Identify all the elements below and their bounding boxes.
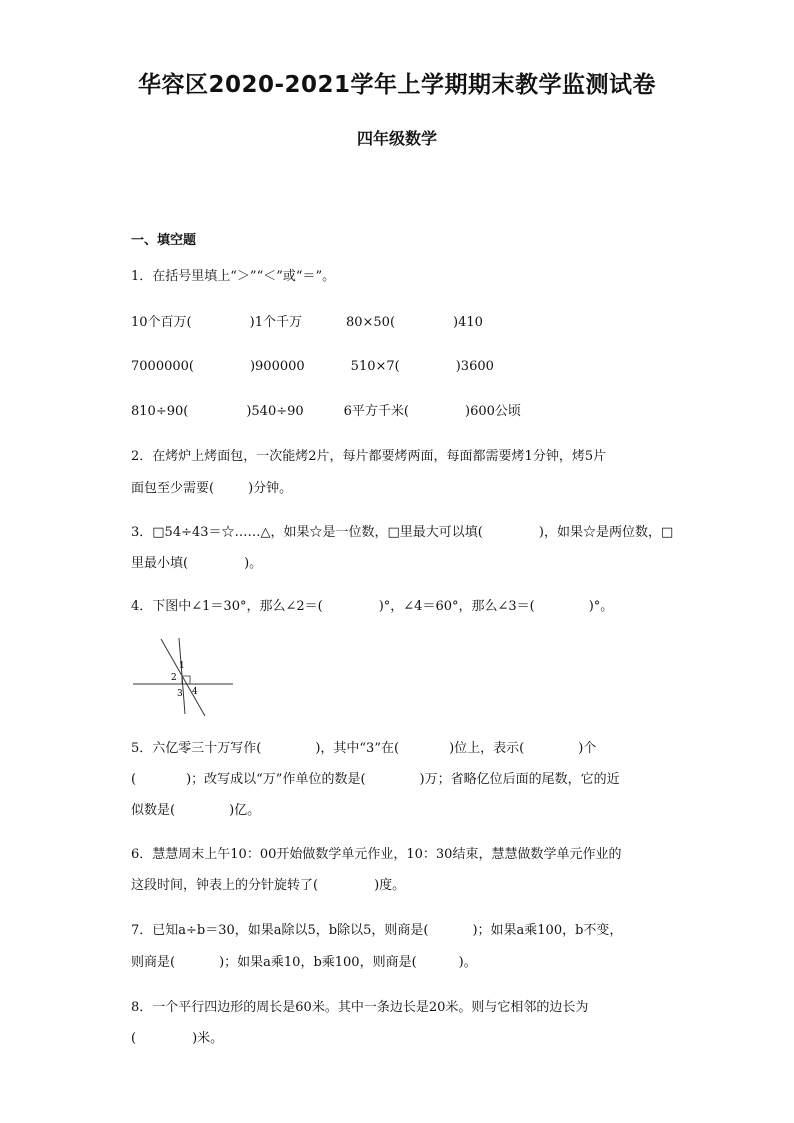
q7-line-1 xyxy=(131,922,622,940)
q7-text-d: )；如果a乘10，b乘100，则商是( xyxy=(219,955,417,970)
q5-text-f: )；改写成以“万”作单位的数是( xyxy=(186,772,366,787)
q1-r3-left-end: )540÷90 xyxy=(246,404,304,419)
q5-line-1 xyxy=(131,740,596,758)
q4-text-b: )°，∠4＝60°，那么∠3＝( xyxy=(378,599,535,614)
q7-text-a: 7．已知a÷b＝30，如果a除以5，b除以5，则商是( xyxy=(131,923,429,938)
q7-line-2 xyxy=(131,954,477,972)
q7-text-c: 则商是( xyxy=(131,955,176,970)
q3-text-b: )，如果☆是两位数，□ xyxy=(538,525,674,540)
q3-line-1 xyxy=(131,524,673,542)
q3-line-2 xyxy=(131,555,262,573)
q7-text-e: )。 xyxy=(458,955,477,970)
angle-label-3: 3 xyxy=(177,689,183,699)
q5-text-e: ( xyxy=(131,772,137,787)
q1-r2-right: 510×7( xyxy=(350,359,400,374)
q1-r3-right: 6平方千米( xyxy=(343,404,409,419)
angle-label-1: 1 xyxy=(179,661,185,671)
q1-row-2 xyxy=(131,358,494,376)
q4-text-a: 4．下图中∠1＝30°，那么∠2＝( xyxy=(131,599,323,614)
q5-text-a: 5．六亿零三十万写作( xyxy=(131,741,262,756)
q1-prompt: 1．在括号里填上“＞”“＜”或“＝”。 xyxy=(131,269,336,284)
q5-text-h: 似数是( xyxy=(131,803,176,818)
q3-text-a: 3．□54÷43＝☆……△，如果☆是一位数，□里最大可以填( xyxy=(131,525,483,540)
q5-line-2 xyxy=(131,771,620,789)
q7-text-b: )；如果a乘100，b不变， xyxy=(472,923,623,938)
q6-line-1: 6．慧慧周末上午10：00开始做数学单元作业，10：30结束，慧慧做数学单元作业的 xyxy=(131,847,622,862)
angle-label-2: 2 xyxy=(171,673,177,683)
q1-row-3 xyxy=(131,403,521,421)
q1-r1-left-end: )1个千万 xyxy=(249,315,302,330)
q8-line-1: 8．一个平行四边形的周长是60米。其中一条边长是20米。则与它相邻的边长为 xyxy=(131,1000,589,1015)
q1-r3-left: 810÷90( xyxy=(131,404,189,419)
q1-r2-left: 7000000( xyxy=(131,359,194,374)
q8-text-a: ( xyxy=(131,1031,137,1046)
q8-line-2 xyxy=(131,1030,223,1048)
q1-r1-left: 10个百万( xyxy=(131,315,192,330)
angle-figure xyxy=(131,636,241,720)
q5-text-c: )位上，表示( xyxy=(449,741,525,756)
q4-text-c: )°。 xyxy=(588,599,614,614)
q1-r2-left-end: )900000 xyxy=(249,359,305,374)
q2-text-b: )分钟。 xyxy=(248,481,293,496)
q3-text-c: 里最小填( xyxy=(131,556,189,571)
q8-text-b: )米。 xyxy=(192,1031,224,1046)
q2-line-1: 2．在烤炉上烤面包，一次能烤2片，每片都要烤两面，每面都需要烤1分钟，烤5片 xyxy=(131,449,607,464)
q1-r1-right-end: )410 xyxy=(453,315,483,330)
q5-text-b: )，其中“3”在( xyxy=(315,741,400,756)
q5-text-i: )亿。 xyxy=(229,803,261,818)
diagonal-line xyxy=(161,639,205,716)
q2-line-2 xyxy=(131,480,292,498)
section-heading-fill-blank: 一、填空题 xyxy=(131,233,197,248)
q6-text-a: 这段时间，钟表上的分针旋转了( xyxy=(131,878,319,893)
q2-text-a: 面包至少需要( xyxy=(131,481,215,496)
angle-label-4: 4 xyxy=(192,687,198,697)
q5-line-3 xyxy=(131,802,260,820)
q1-row-1 xyxy=(131,314,483,332)
q3-text-d: )。 xyxy=(244,556,263,571)
q5-text-g: )万；省略亿位后面的尾数，它的近 xyxy=(419,772,620,787)
q4-line-1 xyxy=(131,598,613,616)
q1-r3-right-end: )600公顷 xyxy=(465,404,521,419)
q1-r1-right: 80×50( xyxy=(345,315,396,330)
q6-text-b: )度。 xyxy=(374,878,406,893)
exam-subtitle: 四年级数学 xyxy=(356,129,437,148)
q6-line-2 xyxy=(131,877,405,895)
q1-r2-right-end: )3600 xyxy=(455,359,494,374)
q5-text-d: )个 xyxy=(578,741,597,756)
exam-title: 华容区2020-2021学年上学期期末教学监测试卷 xyxy=(137,72,657,98)
